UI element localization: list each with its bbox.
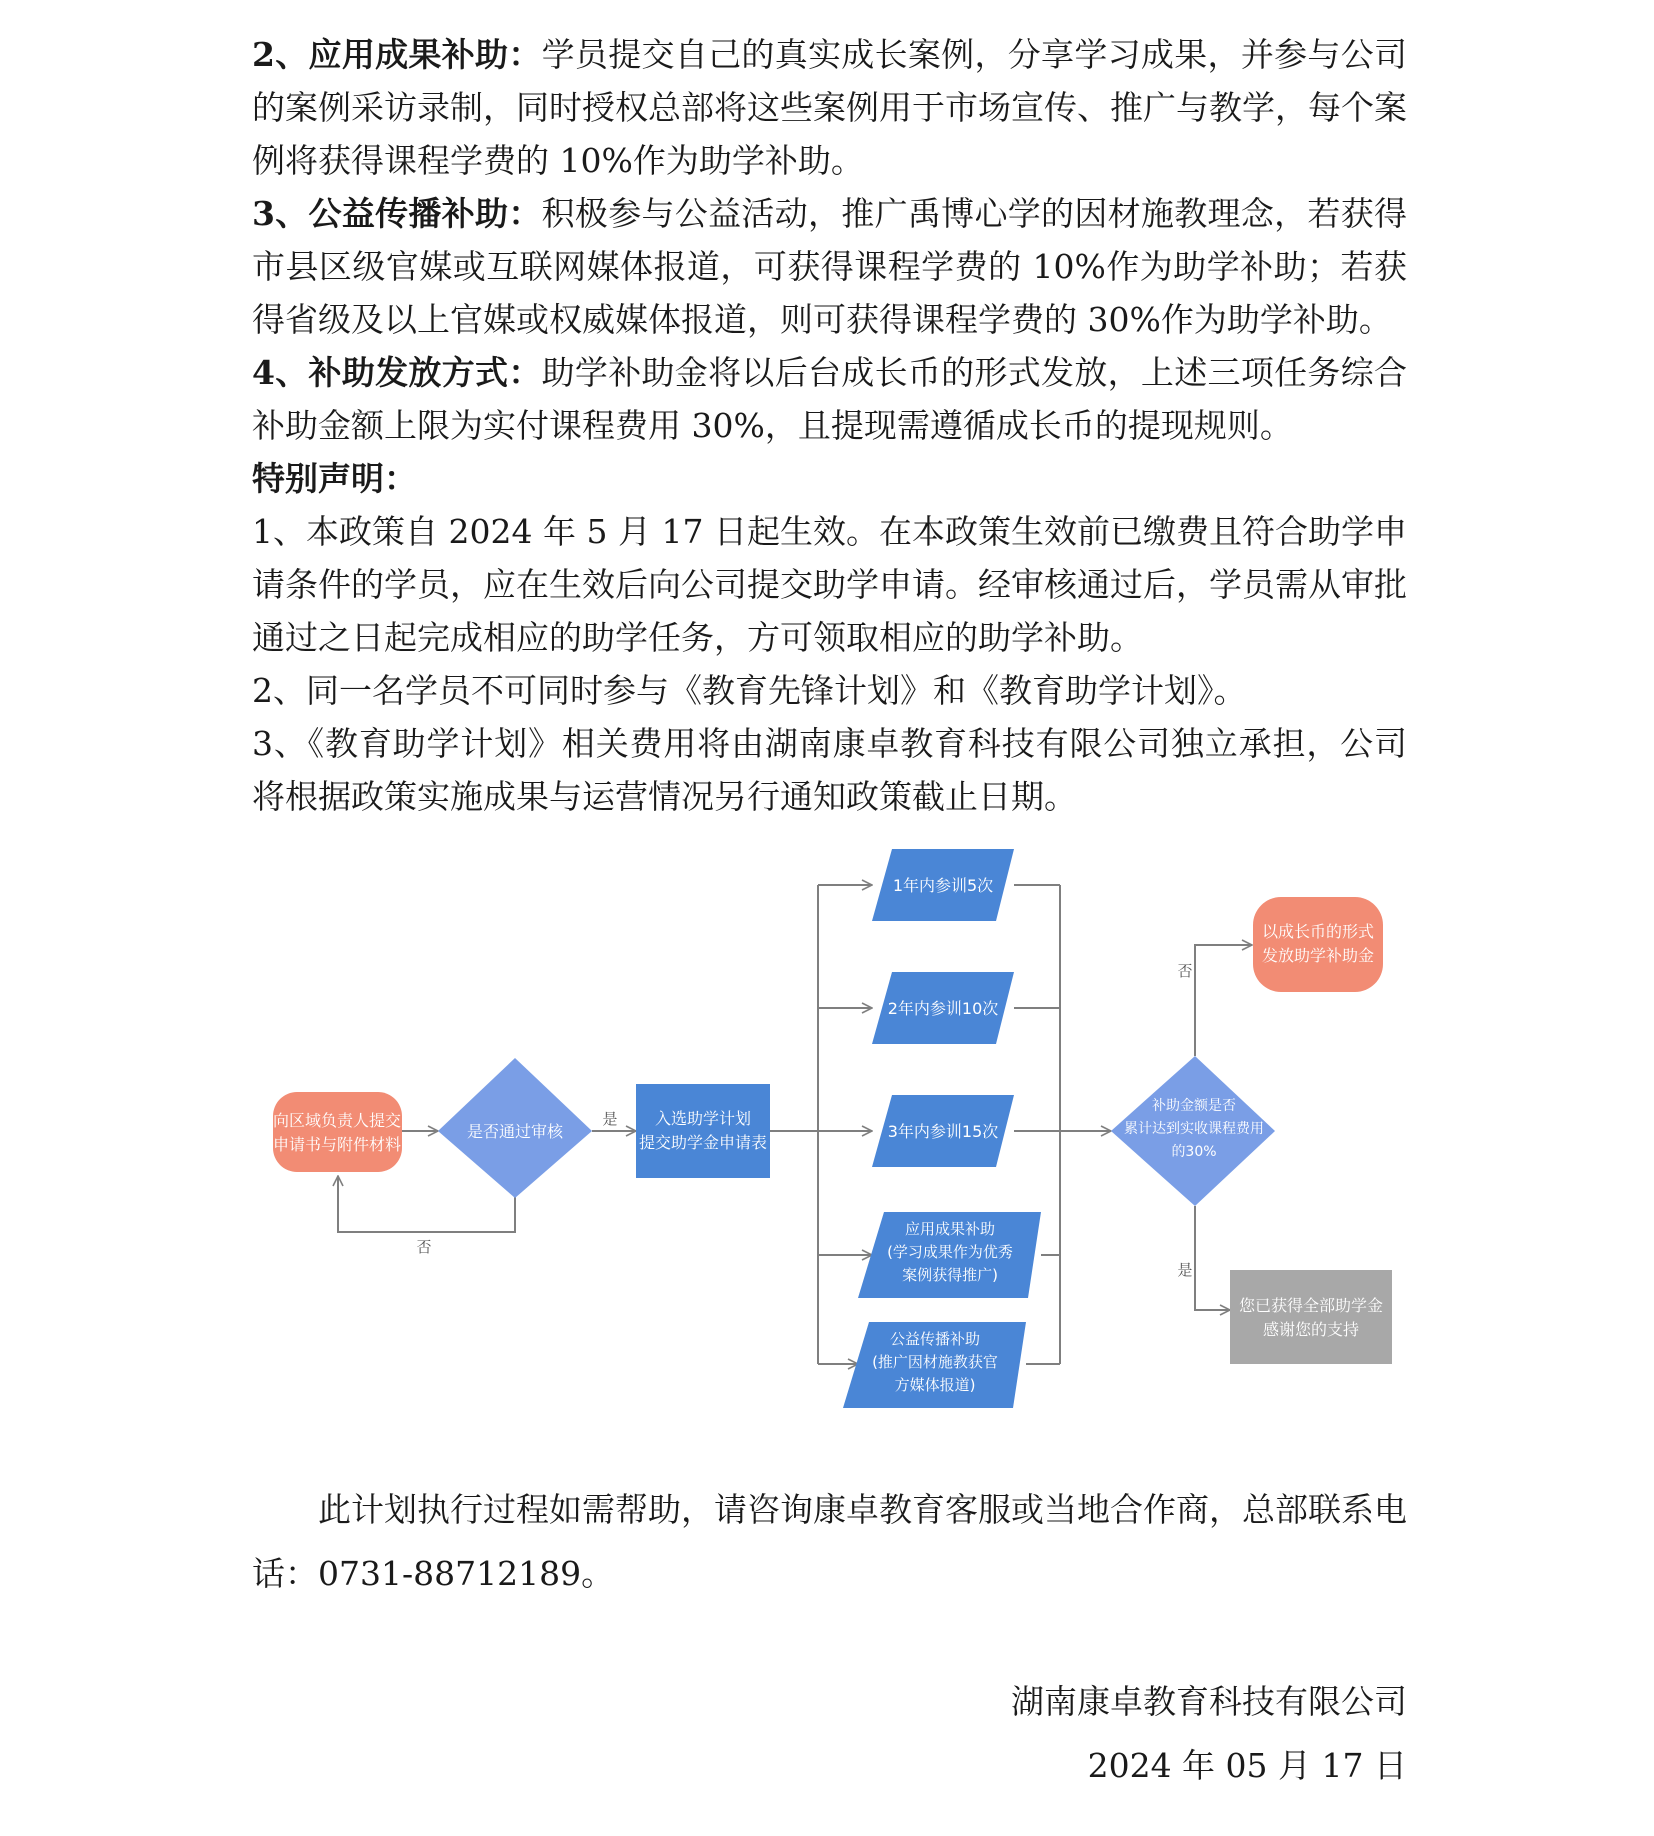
- amount-check-line2: 累计达到实收课程费用: [1124, 1121, 1264, 1137]
- closing-paragraph: [252, 1478, 1407, 1606]
- paragraph-label: 3、公益传播补助：: [252, 194, 542, 233]
- complete-node-line2: 感谢您的支持: [1262, 1320, 1360, 1339]
- paragraph-public-welfare-subsidy: [252, 187, 1407, 346]
- task-node-5-line2: (推广因材施教获官: [872, 1353, 998, 1371]
- amount-check-line1: 补助金额是否: [1152, 1098, 1236, 1114]
- statement-2: 2、同一名学员不可同时参与《教育先锋计划》和《教育助学计划》。: [252, 671, 1247, 710]
- special-statement-heading: 特别声明：: [252, 459, 417, 498]
- task-node-2-label: 2年内参训10次: [887, 999, 999, 1018]
- policy-text: [252, 28, 1407, 823]
- statement-3: 3、《教育助学计划》相关费用将由湖南康卓教育科技有限公司独立承担，公司将根据政策实施成果与运营情况另行通知政策截止日期。: [252, 724, 1407, 816]
- task-node-5-line1: 公益传播补助: [889, 1330, 981, 1348]
- start-node-line2: 申请书与附件材料: [272, 1135, 402, 1154]
- flowchart: [252, 836, 1407, 1436]
- selected-node-line1: 入选助学计划: [654, 1109, 752, 1128]
- selected-node: [636, 1084, 770, 1178]
- signature-date: 2024 年 05 月 17 日: [1087, 1746, 1407, 1785]
- yes-label-check: 是: [1177, 1261, 1193, 1279]
- yes-label-review: 是: [602, 1110, 618, 1128]
- task-node-4-line2: (学习成果作为优秀: [887, 1243, 1013, 1261]
- flowchart-diagram: [252, 836, 1407, 1436]
- paragraph-label: 4、补助发放方式：: [252, 353, 542, 392]
- paragraph-payment-method: [252, 346, 1407, 452]
- task-node-4-line3: 案例获得推广): [902, 1266, 998, 1284]
- selected-node-line2: 提交助学金申请表: [638, 1133, 768, 1152]
- closing-text: 此计划执行过程如需帮助，请咨询康卓教育客服或当地合作商，总部联系电话：0731-88712189。: [252, 1490, 1407, 1593]
- task-node-4-line1: 应用成果补助: [904, 1220, 996, 1238]
- paragraph-text: 学员提交自己的真实成长案例，分享学习成果，并参与公司的案例采访录制，同时授权总部将这些案例用于市场宣传、推广与教学，每个案例将获得课程学费的 10%作为助学补助。: [252, 35, 1408, 180]
- signature-block: [1011, 1670, 1407, 1798]
- paragraph-label: 2、应用成果补助：: [252, 35, 542, 74]
- review-decision-label: 是否通过审核: [466, 1122, 564, 1141]
- task-node-3-label: 3年内参训15次: [887, 1122, 999, 1141]
- coin-payout-line1: 以成长币的形式: [1261, 922, 1375, 941]
- task-node-1-label: 1年内参训5次: [892, 876, 994, 895]
- start-node-line1: 向区域负责人提交: [272, 1111, 402, 1130]
- coin-payout-node: [1253, 897, 1383, 992]
- amount-check-line3: 的30%: [1171, 1144, 1217, 1160]
- paragraph-text: 助学补助金将以后台成长币的形式发放，上述三项任务综合补助金额上限为实付课程费用 30%，且提现需遵循成长币的提现规则。: [252, 353, 1408, 445]
- paragraph-text: 积极参与公益活动，推广禹博心学的因材施教理念，若获得市县区级官媒或互联网媒体报道，可获得课程学费的 10%作为助学补助；若获得省级及以上官媒或权威媒体报道，则可获得课程学费的 30%作为助学补助。: [252, 194, 1408, 339]
- statement-1: 1、本政策自 2024 年 5 月 17 日起生效。在本政策生效前已缴费且符合助学申请条件的学员，应在生效后向公司提交助学申请。经审核通过后，学员需从审批通过之日起完成相应的助学任务，方可领取相应的助学补助。: [252, 512, 1407, 657]
- complete-node-line1: 您已获得全部助学金: [1238, 1296, 1384, 1315]
- no-label-check: 否: [1177, 962, 1193, 980]
- coin-payout-line2: 发放助学补助金: [1261, 946, 1375, 965]
- start-node: [273, 1092, 402, 1172]
- company-name: 湖南康卓教育科技有限公司: [1011, 1682, 1407, 1721]
- complete-node: [1230, 1270, 1392, 1364]
- no-label-review: 否: [416, 1238, 432, 1256]
- task-node-5-line3: 方媒体报道): [894, 1376, 976, 1394]
- paragraph-application-subsidy: [252, 28, 1407, 187]
